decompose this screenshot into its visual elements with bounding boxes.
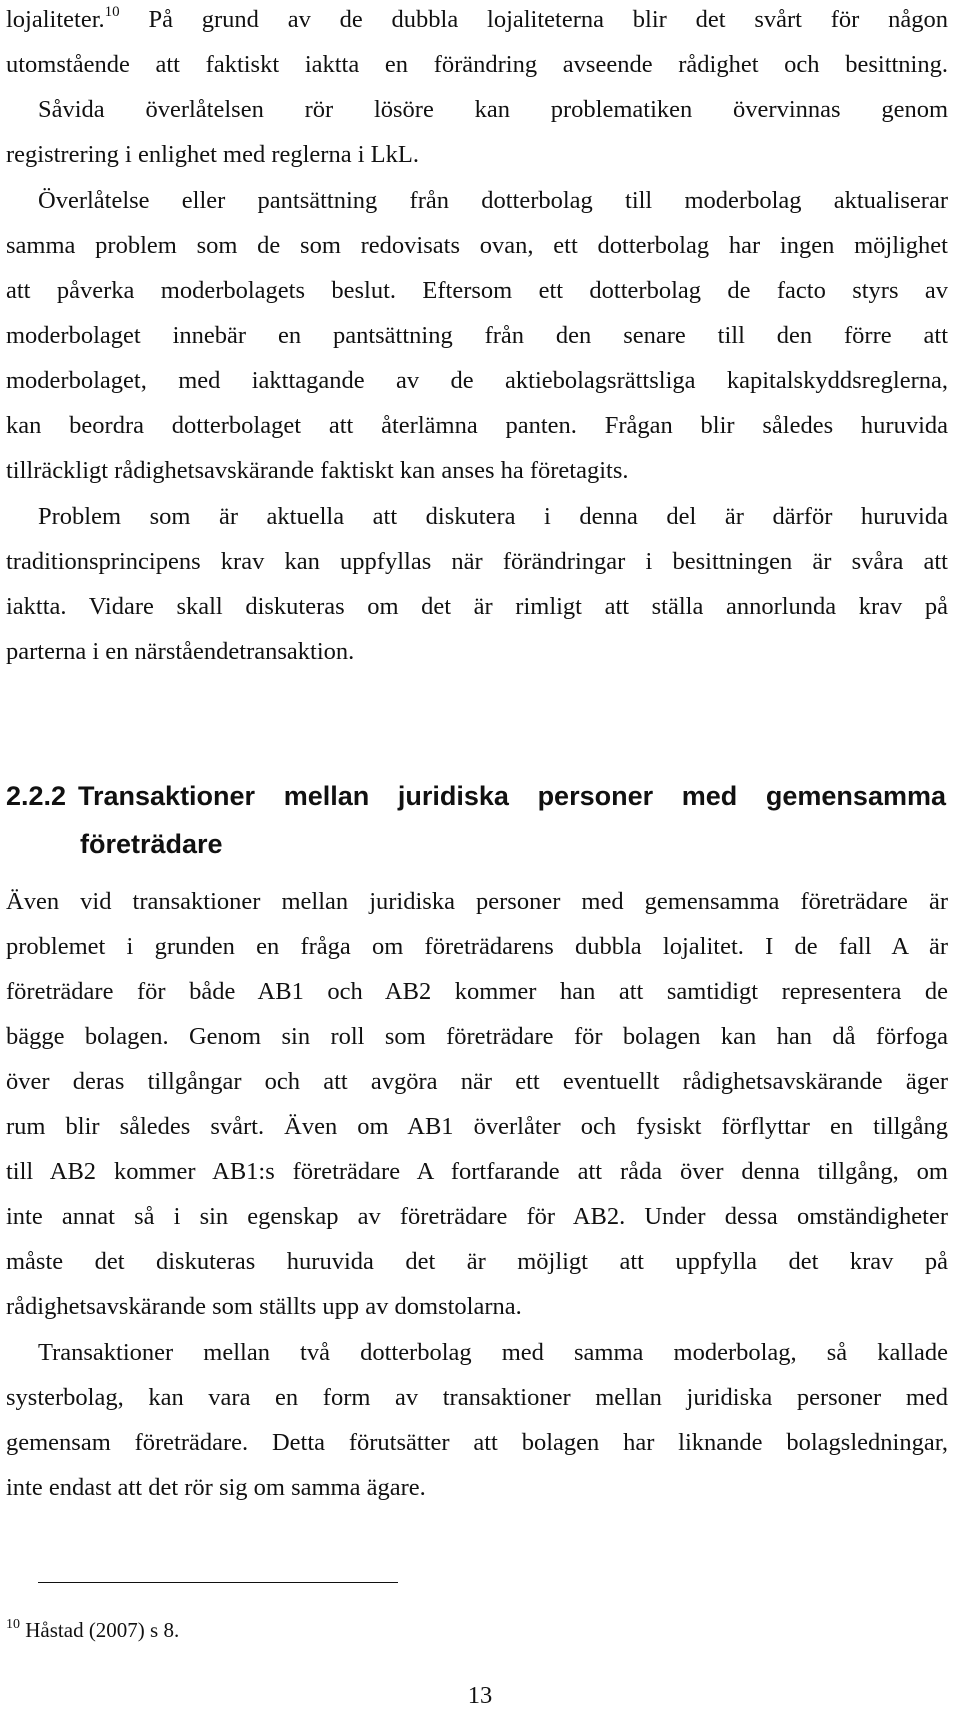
body-line: utomstående att faktiskt iakttа en förändring avseende rådighet och besittning. xyxy=(6,51,948,78)
body-line: lojaliteter.$^{10}$ På grund av de dubbla lojaliteterna blir det svårt för någon xyxy=(6,4,948,33)
footnote xyxy=(6,1617,179,1647)
body-line: samma problem som de som redovisats ovan, ett dotterbolag har ingen möjlighet xyxy=(6,232,948,259)
body-line: rådighetsavskärande som ställts upp av domstolarna. xyxy=(6,1293,522,1320)
body-line: moderbolaget innebär en pantsättning från den senare till den förre att xyxy=(6,322,948,349)
footnote-text: Håstad (2007) s 8. xyxy=(20,1618,180,1642)
body-line: inte endast att det rör sig om samma ägare. xyxy=(6,1474,426,1501)
body-line: problemet i grunden en fråga om företrädarens dubbla lojalitet. I de fall A är xyxy=(6,933,948,960)
body-line: iaktta. Vidare skall diskuteras om det är rimligt att ställa annorlunda krav på xyxy=(6,593,948,620)
body-line: Problem som är aktuella att diskutera i denna del är därför huruvida xyxy=(38,503,948,530)
body-line: tillräckligt rådighetsavskärande faktiskt kan anses ha företagits. xyxy=(6,457,629,484)
body-line: gemensam företrädare. Detta förutsätter att bolagen har liknande bolagsledningar, xyxy=(6,1429,948,1456)
section-number: 2.2.2 xyxy=(6,781,67,811)
footnote-reference: 10 xyxy=(104,4,120,20)
body-line: måste det diskuteras huruvida det är möjligt att uppfylla det krav på xyxy=(6,1248,948,1275)
body-line: bägge bolagen. Genom sin roll som företrädare för bolagen kan han då förfoga xyxy=(6,1023,948,1050)
body-line: Överlåtelse eller pantsättning från dotterbolag till moderbolag aktualiserar xyxy=(38,187,948,214)
section-title: Transaktioner mellan juridiska personer med gemensamma xyxy=(78,781,946,811)
body-line: företrädare för både AB1 och AB2 kommer han att samtidigt representera de xyxy=(6,978,948,1005)
body-line: Transaktioner mellan två dotterbolag med samma moderbolag, så kallade xyxy=(38,1339,948,1366)
body-line: traditionsprincipens krav kan uppfyllas när förändringar i besittningen är svåra att xyxy=(6,548,948,575)
section-heading xyxy=(6,779,948,813)
body-line: rum blir således svårt. Även om AB1 överlåter och fysiskt förflyttar en tillgång xyxy=(6,1113,948,1140)
body-line: Även vid transaktioner mellan juridiska personer med gemensamma företrädare är xyxy=(6,888,948,915)
section-title-continuation: företrädare xyxy=(80,829,223,859)
body-line: registrering i enlighet med reglerna i LkL. xyxy=(6,141,419,168)
page-number: 13 xyxy=(467,1682,493,1709)
body-line: kan beordra dotterbolaget att återlämna panten. Frågan blir således huruvida xyxy=(6,412,948,439)
footnote-separator xyxy=(38,1582,398,1583)
body-line: att påverka moderbolagets beslut. Eftersom ett dotterbolag de facto styrs av xyxy=(6,277,948,304)
body-line: moderbolaget, med iakttagande av de aktiebolagsrättsliga kapitalskyddsreglerna, xyxy=(6,367,948,394)
body-line: Såvida överlåtelsen rör lösöre kan problematiken övervinnas genom xyxy=(38,96,948,123)
body-line: till AB2 kommer AB1:s företrädare A fortfarande att råda över denna tillgång, om xyxy=(6,1158,948,1185)
body-line: systerbolag, kan vara en form av transaktioner mellan juridiska personer med xyxy=(6,1384,948,1411)
body-line: över deras tillgångar och att avgöra när ett eventuellt rådighetsavskärande äger xyxy=(6,1068,948,1095)
body-line: parterna i en närståendetransaktion. xyxy=(6,638,355,665)
footnote-mark: 10 xyxy=(6,1617,20,1632)
body-line: inte annat så i sin egenskap av företrädare för AB2. Under dessa omständigheter xyxy=(6,1203,948,1230)
